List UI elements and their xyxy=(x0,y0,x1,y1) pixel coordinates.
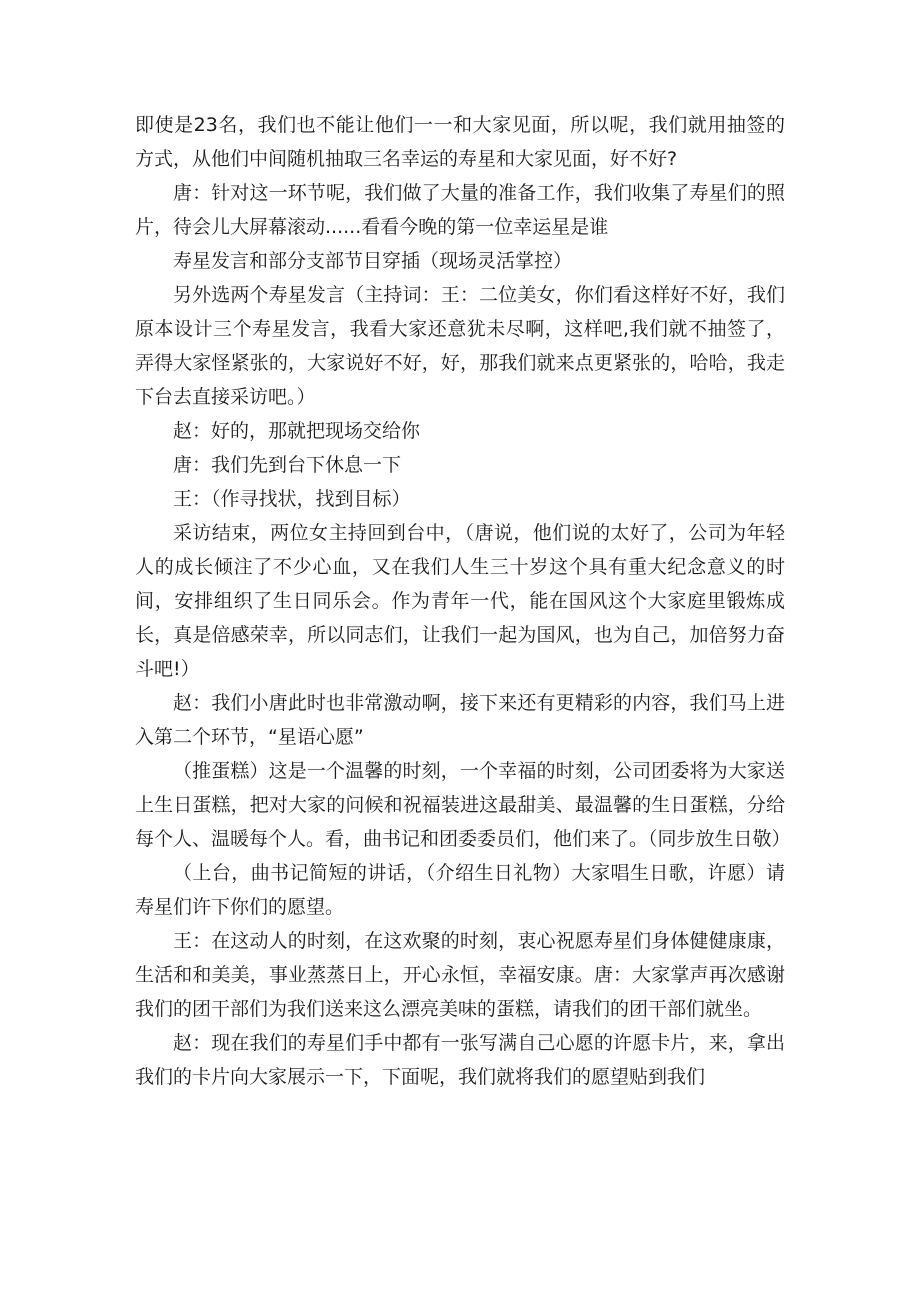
paragraph-zhao-second-segment: 赵：我们小唐此时也非常激动啊，接下来还有更精彩的内容，我们马上进入第二个环节，“星语心愿” xyxy=(135,692,785,748)
document-body xyxy=(135,108,791,1094)
paragraph-lottery-intro: 即使是23名，我们也不能让他们一一和大家见面，所以呢，我们就用抽签的方式，从他们中间随机抽取三名幸运的寿星和大家见面，好不好? xyxy=(135,114,785,170)
paragraph-tang-rest: 唐：我们先到台下休息一下 xyxy=(173,454,402,476)
paragraph-on-stage: （上台，曲书记简短的讲话，（介绍生日礼物）大家唱生日歌，许愿）请寿星们许下你们的愿望。 xyxy=(135,862,785,918)
paragraph-two-speakers: 另外选两个寿星发言（主持词：王：二位美女，你们看这样好不好，我们原本设计三个寿星发言，我看大家还意犹未尽啊，这样吧,我们就不抽签了，弄得大家怪紧张的，大家说好不好，好，那我们就来点更紧张的，哈哈，我走下台去直接采访吧。） xyxy=(135,284,785,408)
paragraph-wang-wishes: 王：在这动人的时刻，在这欢聚的时刻，衷心祝愿寿星们身体健健康康，生活和和美美，事业蒸蒸日上，开心永恒，幸福安康。唐：大家掌声再次感谢我们的团干部们为我们送来这么漂亮美味的蛋糕，请我们的团干部们就坐。 xyxy=(135,930,785,1020)
paragraph-tang-photos: 唐：针对这一环节呢，我们做了大量的准备工作，我们收集了寿星们的照片，待会儿大屏幕滚动......看看今晚的第一位幸运星是谁 xyxy=(135,182,785,238)
paragraph-interview-end: 采访结束，两位女主持回到台中，（唐说，他们说的太好了，公司为年轻人的成长倾注了不少心血，又在我们人生三十岁这个具有重大纪念意义的时间，安排组织了生日同乐会。作为青年一代，能在国风这个大家庭里锻炼成长，真是倍感荣幸，所以同志们，让我们一起为国风，也为自己，加倍努力奋斗吧!） xyxy=(135,522,785,680)
paragraph-cake: （推蛋糕）这是一个温馨的时刻，一个幸福的时刻，公司团委将为大家送上生日蛋糕，把对大家的问候和祝福装进这最甜美、最温馨的生日蛋糕，分给每个人、温暖每个人。看，曲书记和团委委员们，他们来了。（同步放生日敬） xyxy=(135,760,791,850)
paragraph-zhao-wish-cards: 赵：现在我们的寿星们手中都有一张写满自己心愿的许愿卡片，来，拿出我们的卡片向大家展示一下，下面呢，我们就将我们的愿望贴到我们 xyxy=(135,1032,785,1088)
paragraph-speech-section: 寿星发言和部分支部节目穿插（现场灵活掌控） xyxy=(173,250,573,272)
paragraph-wang-search: 王：（作寻找状，找到目标） xyxy=(173,488,411,510)
paragraph-zhao-handover: 赵：好的，那就把现场交给你 xyxy=(173,420,421,442)
